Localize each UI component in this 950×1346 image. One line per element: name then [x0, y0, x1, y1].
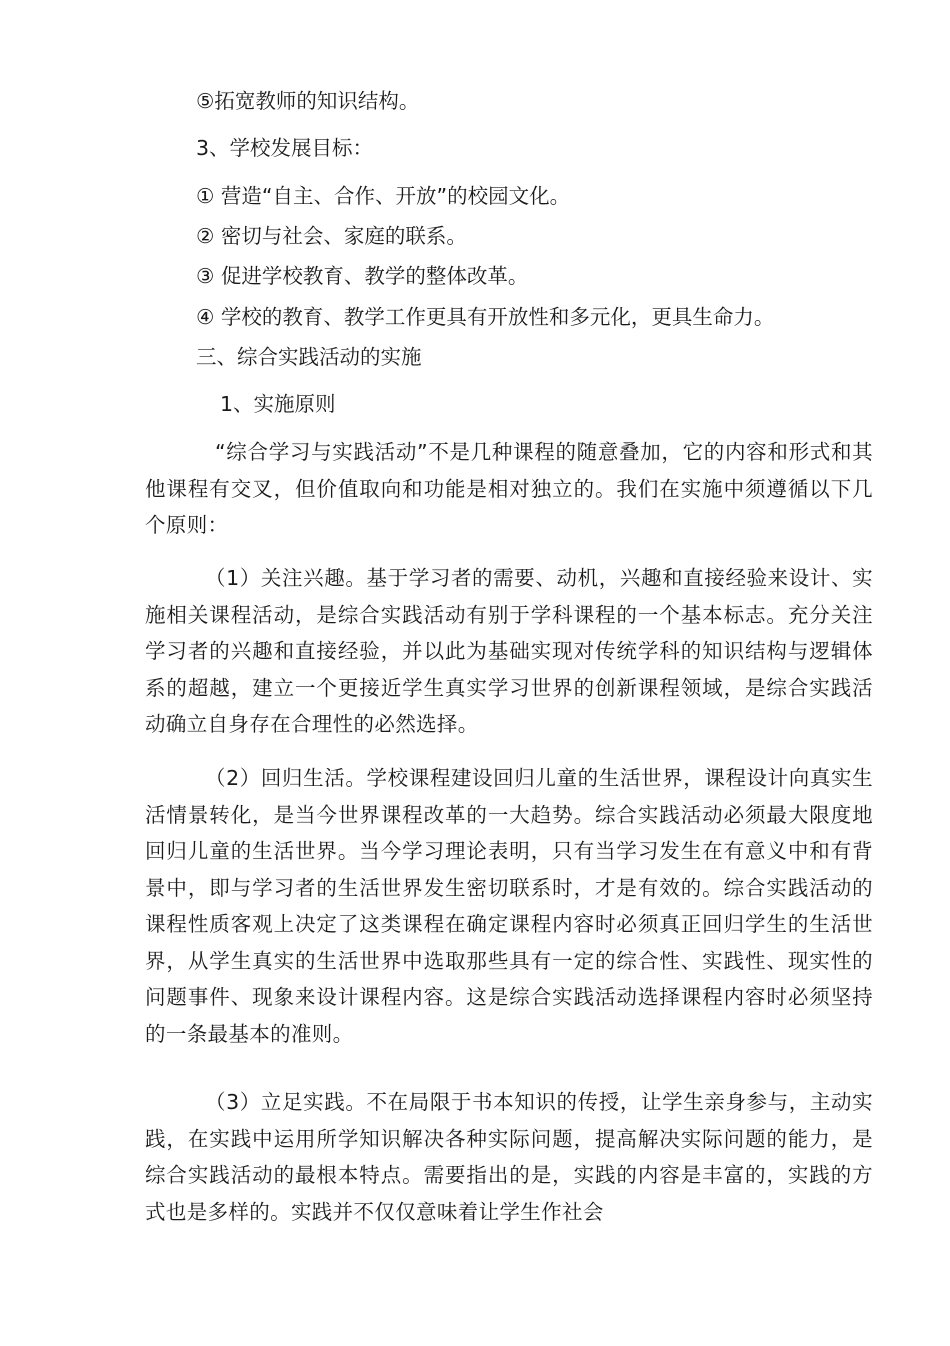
list-item-broaden-knowledge: ⑤拓宽教师的知识结构。 [196, 89, 420, 113]
principle-life-paragraph [145, 760, 880, 1052]
intro-text: “综合学习与实践活动”不是几种课程的随意叠加，它的内容和形式和其他课程有交叉，但价值取向和功能是相对独立的。我们在实施中须遵循以下几个原则： [145, 440, 873, 537]
heading-school-goals: 3、学校发展目标： [196, 136, 374, 160]
goal-item-2: ② 密切与社会、家庭的联系。 [196, 224, 467, 248]
principle-practice-paragraph [145, 1084, 880, 1230]
section-title: 三、综合实践活动的实施 [196, 345, 422, 369]
sub-title: 1、实施原则 [220, 392, 336, 416]
principle-interest-text: （1）关注兴趣。基于学习者的需要、动机，兴趣和直接经验来设计、实施相关课程活动，是综合实践活动有别于学科课程的一个基本标志。充分关注学习者的兴趣和直接经验，并以此为基础实现对传统学科的知识结构与逻辑体系的超越，建立一个更接近学生真实学习世界的创新课程领域，是综合实践活动确立自身存在合理性的必然选择。 [145, 566, 873, 736]
goal-item-1: ① 营造“自主、合作、开放”的校园文化。 [196, 184, 571, 208]
principle-life-text: （2）回归生活。学校课程建设回归儿童的生活世界，课程设计向真实生活情景转化，是当今世界课程改革的一大趋势。综合实践活动必须最大限度地回归儿童的生活世界。当今学习理论表明，只有当学习发生在有意义中和有背景中，即与学习者的生活世界发生密切联系时，才是有效的。综合实践活动的课程性质客观上决定了这类课程在确定课程内容时必须真正回归学生的生活世界，从学生真实的生活世界中选取那些具有一定的综合性、实践性、现实性的问题事件、现象来设计课程内容。这是综合实践活动选择课程内容时必须坚持的一条最基本的准则。 [145, 766, 873, 1046]
goal-item-3: ③ 促进学校教育、教学的整体改革。 [196, 264, 529, 288]
principle-interest-paragraph [145, 560, 880, 743]
goal-item-4: ④ 学校的教育、教学工作更具有开放性和多元化，更具生命力。 [196, 305, 775, 329]
intro-paragraph [145, 434, 880, 544]
principle-practice-text: （3）立足实践。不在局限于书本知识的传授，让学生亲身参与，主动实践，在实践中运用所学知识解决各种实际问题，提高解决实际问题的能力，是综合实践活动的最根本特点。需要指出的是，实践的内容是丰富的，实践的方式也是多样的。实践并不仅仅意味着让学生作社会 [145, 1090, 873, 1224]
